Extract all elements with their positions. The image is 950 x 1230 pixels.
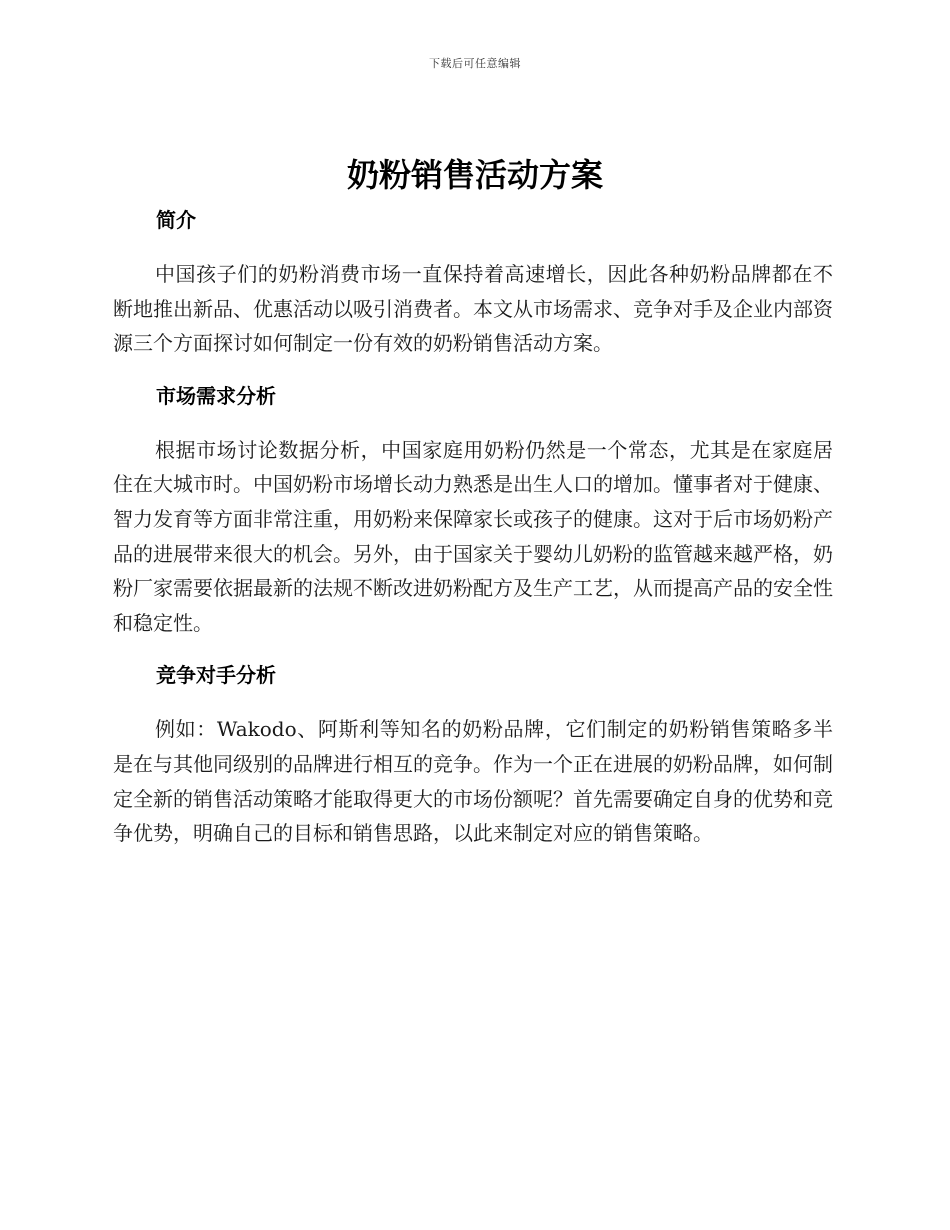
section-paragraph-intro: 中国孩子们的奶粉消费市场一直保持着高速增长，因此各种奶粉品牌都在不断地推出新品、优惠活动以吸引消费者。本文从市场需求、竞争对手及企业内部资源三个方面探讨如何制定一份有效的奶粉销售活动方案。 [113, 262, 833, 356]
header-note: 下载后可任意编辑 [429, 57, 521, 70]
section-paragraph-market-demand: 根据市场讨论数据分析，中国家庭用奶粉仍然是一个常态，尤其是在家庭居住在大城市时。中国奶粉市场增长动力熟悉是出生人口的增加。懂事者对于健康、智力发育等方面非常注重，用奶粉来保障家长或孩子的健康。这对于后市场奶粉产品的进展带来很大的机会。另外，由于国家关于婴幼儿奶粉的监管越来越严格，奶粉厂家需要依据最新的法规不断改进奶粉配方及生产工艺，从而提高产品的安全性和稳定性。 [113, 437, 833, 635]
section-heading-competitor: 竞争对手分析 [156, 663, 276, 688]
section-heading-market-demand: 市场需求分析 [156, 383, 276, 408]
document-body [113, 205, 833, 851]
document-title: 奶粉销售活动方案 [346, 156, 603, 194]
section-heading-intro: 简介 [156, 208, 196, 232]
section-paragraph-competitor: 例如：Wakodo、阿斯利等知名的奶粉品牌，它们制定的奶粉销售策略多半是在与其他同级别的品牌进行相互的竞争。作为一个正在进展的奶粉品牌，如何制定全新的销售活动策略才能取得更大的市场份额呢？首先需要确定自身的优势和竞争优势，明确自己的目标和销售思路，以此来制定对应的销售策略。 [113, 717, 833, 846]
